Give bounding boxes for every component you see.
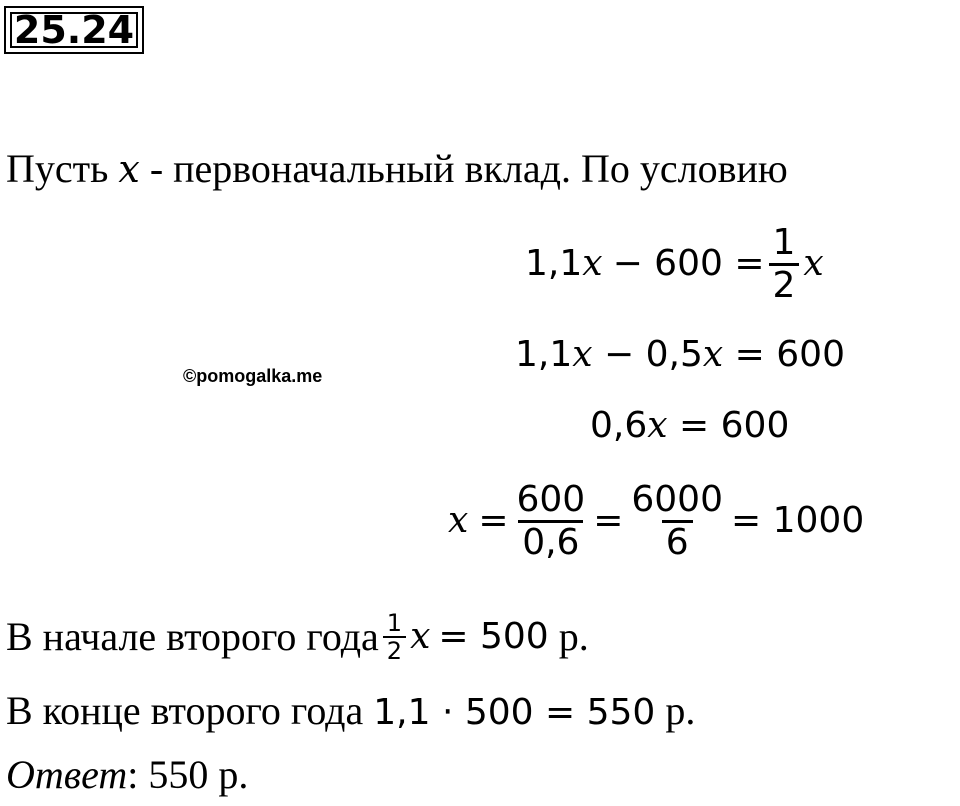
eq3-variable: x [647,405,668,446]
second-year-end-unit: р. [665,688,696,733]
eq2-variable-2: x [702,334,724,375]
equation-1 [525,214,824,314]
equation-4 [448,466,864,576]
eq3-result: = 600 [679,405,790,446]
eq1-fraction-numerator: 1 [772,221,796,263]
eq2-result: = 600 [734,334,845,375]
eq2-variable-1: x [572,334,593,375]
eq1-variable: x [582,243,603,284]
eq1-variable-2: x [803,243,824,284]
equation-3 [590,404,789,448]
second-year-start-unit: р. [558,614,589,659]
problem-number: 25.24 [13,8,135,52]
intro-text-start: Пусть [6,146,109,191]
second-year-start-result: = 500 [438,616,549,657]
second-year-start-fraction [383,610,406,665]
watermark: ©pomogalka.me [183,366,323,386]
answer-label: Ответ [6,752,128,797]
second-year-start-fraction-numerator: 1 [386,608,403,637]
intro-variable: x [118,147,140,191]
eq4-variable: x [448,500,469,541]
eq3-coefficient: 0,6 [590,405,648,446]
second-year-end-expression: 1,1 ⋅ 500 = 550 [373,692,656,733]
eq4-equals-1: = [478,500,509,541]
second-year-start-line [6,602,589,672]
eq4-fraction-2 [627,480,727,562]
answer-value: 550 р. [148,752,249,797]
eq4-fraction-2-numerator: 6000 [631,478,723,520]
eq1-middle: − 600 = [612,243,765,284]
eq2-coefficient-2: − 0,5 [604,334,703,375]
eq1-fraction-denominator: 2 [769,263,800,306]
eq1-coefficient: 1,1 [525,243,583,284]
second-year-start-variable: x [410,616,431,657]
eq4-result: = 1000 [731,500,865,541]
eq4-fraction-2-denominator: 6 [662,520,693,563]
answer-line [6,752,248,798]
eq4-equals-2: = [593,500,624,541]
eq4-fraction-1 [512,480,589,562]
intro-text-end: - первоначальный вклад. По условию [149,146,788,191]
eq4-fraction-1-numerator: 600 [516,478,586,520]
eq4-fraction-1-denominator: 0,6 [518,520,583,563]
equation-2 [515,333,845,377]
intro-line [6,146,788,192]
second-year-start-text: В начале второго года [6,614,379,659]
eq2-coefficient-1: 1,1 [515,334,573,375]
second-year-end-line [6,688,695,735]
answer-colon: : [127,752,139,797]
second-year-start-fraction-denominator: 2 [383,636,406,664]
eq1-fraction [769,223,800,305]
second-year-end-text: В конце второго года [6,688,364,733]
